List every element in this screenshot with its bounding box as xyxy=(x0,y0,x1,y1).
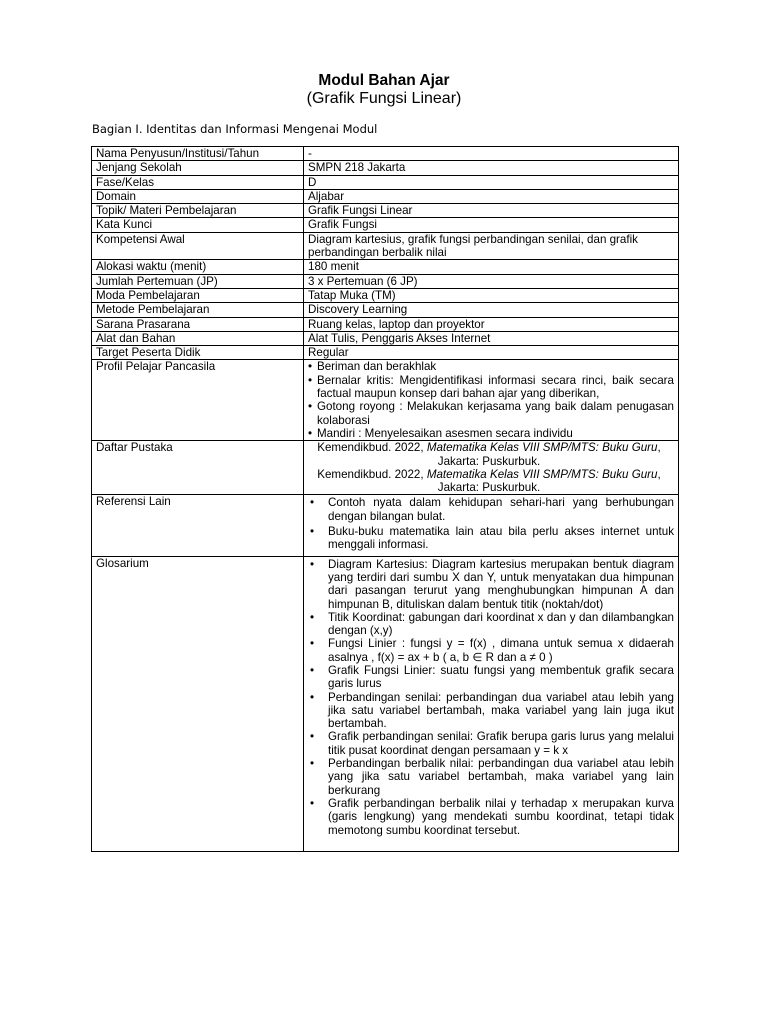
row-label: Jenjang Sekolah xyxy=(92,161,304,175)
table-row xyxy=(92,331,679,345)
row-label: Topik/ Materi Pembelajaran xyxy=(92,204,304,218)
list-item: • Mandiri : Menyelesaikan asesmen secara individu xyxy=(308,427,674,440)
row-value: Regular xyxy=(304,346,679,360)
section-heading: Bagian I. Identitas dan Informasi Mengenai Modul xyxy=(92,122,378,136)
row-label: Fase/Kelas xyxy=(92,175,304,189)
table-row xyxy=(92,556,679,851)
row-value: Diagram kartesius, grafik fungsi perbandingan senilai, dan grafik perbandingan berbalik nilai xyxy=(304,232,679,260)
table-row xyxy=(92,161,679,175)
list-item: • Buku-buku matematika lain atau bila perlu akses internet untuk menggali informasi. xyxy=(304,525,678,552)
table-row xyxy=(92,441,679,495)
list-item: • Titik Koordinat: gabungan dari koordinat x dan y dan dilambangkan dengan (x,y) xyxy=(304,611,678,638)
glosarium-cell xyxy=(304,556,679,851)
row-value: Alat Tulis, Penggaris Akses Internet xyxy=(304,331,679,345)
profil-cell xyxy=(304,360,679,441)
table-row xyxy=(92,360,679,441)
table-row xyxy=(92,303,679,317)
row-label: Sarana Prasarana xyxy=(92,317,304,331)
row-value: - xyxy=(304,147,679,161)
row-label: Nama Penyusun/Institusi/Tahun xyxy=(92,147,304,161)
row-label: Profil Pelajar Pancasila xyxy=(92,360,304,441)
list-item: • Diagram Kartesius: Diagram kartesius merupakan bentuk diagram yang terdiri dari sumbu X dan Y, untuk menyatakan dua himpunan dari pasangan terurut yang menghubungkan himpunan A dan himpunan B, dituliskan dalam bentuk titik (noktah/dot) xyxy=(304,558,678,611)
list-item: • Perbandingan berbalik nilai: perbandingan dua variabel atau lebih yang jika satu variabel bertambah, maka variabel yang lain berkurang xyxy=(304,757,678,797)
list-item: • Fungsi Linier : fungsi y = f(x) , dimana untuk semua x didaerah asalnya , f(x) = ax + b ( a, b ∈ R dan a ≠ 0 ) xyxy=(304,637,678,664)
row-label: Metode Pembelajaran xyxy=(92,303,304,317)
row-label: Jumlah Pertemuan (JP) xyxy=(92,274,304,288)
glosarium-list xyxy=(304,558,678,837)
row-value: 3 x Pertemuan (6 JP) xyxy=(304,274,679,288)
module-identity-table xyxy=(91,146,679,852)
row-label: Alokasi waktu (menit) xyxy=(92,260,304,274)
row-value: 180 menit xyxy=(304,260,679,274)
row-value: SMPN 218 Jakarta xyxy=(304,161,679,175)
row-label: Glosarium xyxy=(92,556,304,851)
list-item: • Contoh nyata dalam kehidupan sehari-hari yang berhubungan dengan bilangan bulat. xyxy=(304,496,678,523)
document-subtitle: (Grafik Fungsi Linear) xyxy=(306,90,462,107)
row-value: Ruang kelas, laptop dan proyektor xyxy=(304,317,679,331)
table-row xyxy=(92,232,679,260)
list-item: • Grafik perbandingan berbalik nilai y terhadap x merupakan kurva (garis lengkung) yang mendekati sumbu koordinat, tetapi tidak memotong sumbu koordinat tersebut. xyxy=(304,797,678,837)
profil-list xyxy=(308,360,674,440)
table-row xyxy=(92,288,679,302)
table-row xyxy=(92,204,679,218)
row-label: Kata Kunci xyxy=(92,218,304,232)
list-item: • Grafik perbandingan senilai: Grafik berupa garis lurus yang melalui titik pusat koordinat dengan persamaan y = k x xyxy=(304,730,678,757)
list-item: • Beriman dan berakhlak xyxy=(308,360,674,373)
row-value: D xyxy=(304,175,679,189)
table-row xyxy=(92,346,679,360)
list-item: • Bernalar kritis: Mengidentifikasi informasi secara rinci, baik secara factual maupun konsep dari bahan ajar yang diberikan, xyxy=(308,374,674,401)
document-title: Modul Bahan Ajar xyxy=(318,72,450,89)
referensi-list xyxy=(304,496,678,551)
row-value: Grafik Fungsi Linear xyxy=(304,204,679,218)
list-item: • Grafik Fungsi Linier: suatu fungsi yang membentuk grafik secara garis lurus xyxy=(304,664,678,691)
table-row xyxy=(92,218,679,232)
table-row xyxy=(92,495,679,556)
table-row xyxy=(92,189,679,203)
table-row xyxy=(92,175,679,189)
table-row xyxy=(92,317,679,331)
citation: Kemendikbud. 2022, Matematika Kelas VIII SMP/MTS: Buku Guru, Jakarta: Puskurbuk. xyxy=(317,441,661,468)
list-item: • Perbandingan senilai: perbandingan dua variabel atau lebih yang jika satu variabel bertambah, maka variabel yang lain juga ikut bertambah. xyxy=(304,691,678,731)
row-label: Alat dan Bahan xyxy=(92,331,304,345)
row-label: Target Peserta Didik xyxy=(92,346,304,360)
row-value: Grafik Fungsi xyxy=(304,218,679,232)
referensi-cell xyxy=(304,495,679,556)
pustaka-cell xyxy=(304,441,679,495)
row-value: Aljabar xyxy=(304,189,679,203)
table-row xyxy=(92,260,679,274)
row-label: Moda Pembelajaran xyxy=(92,288,304,302)
citation: Kemendikbud. 2022, Matematika Kelas VIII SMP/MTS: Buku Guru, Jakarta: Puskurbuk. xyxy=(317,467,661,495)
row-label: Kompetensi Awal xyxy=(92,232,304,260)
row-label: Domain xyxy=(92,189,304,203)
table-row xyxy=(92,147,679,161)
row-label: Referensi Lain xyxy=(92,495,304,556)
list-item: • Gotong royong : Melakukan kerjasama yang baik dalam penugasan kolaborasi xyxy=(308,400,674,427)
row-value: Tatap Muka (TM) xyxy=(304,288,679,302)
table-row xyxy=(92,274,679,288)
row-label: Daftar Pustaka xyxy=(92,441,304,495)
row-value: Discovery Learning xyxy=(304,303,679,317)
